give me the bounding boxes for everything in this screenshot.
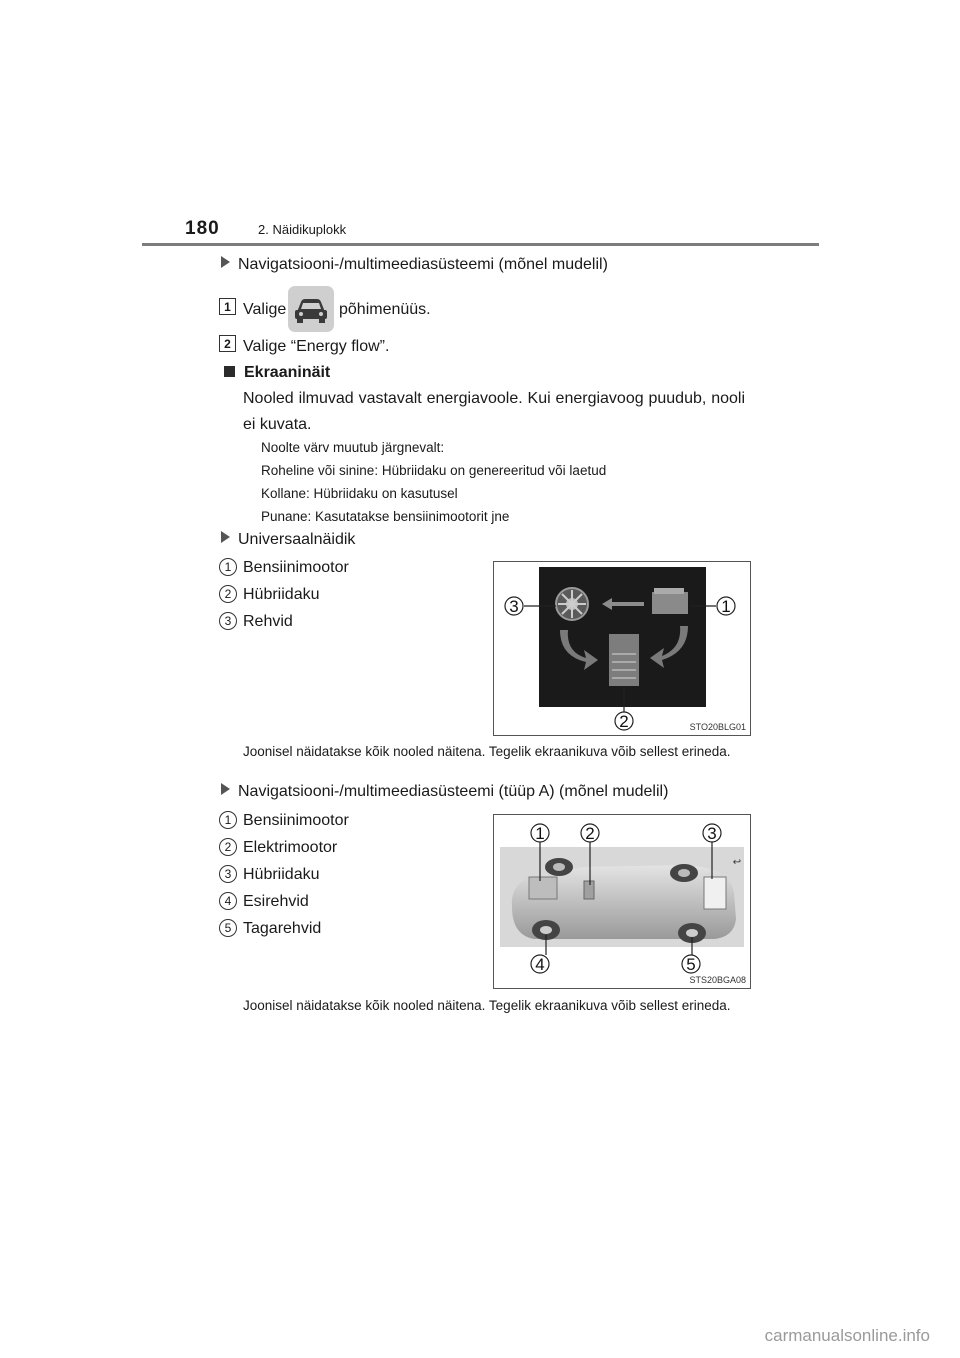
screen-paragraph: Nooled ilmuvad vastavalt energiavoole. Kui energiavoog puudub, nooli ei kuvata.: [243, 390, 745, 433]
universal-title: Universaalnäidik: [238, 531, 356, 548]
figure-caption: Joonisel näidatakse kõik nooled näitena. Tegelik ekraanikuva võib sellest erineda.: [243, 744, 731, 759]
note-line: Roheline või sinine: Hübriidaku on genereeritud või laetud: [261, 463, 607, 478]
nav2-heading: [221, 783, 668, 801]
figure-caption: Joonisel näidatakse kõik nooled näitena. Tegelik ekraanikuva võib sellest erineda.: [243, 998, 731, 1013]
legend-label: Elektrimootor: [243, 839, 338, 856]
step1-suffix: põhimenüüs.: [339, 301, 431, 318]
car-energy-illustration: [494, 815, 750, 988]
section-title: 2. Näidikuplokk: [258, 222, 347, 237]
legend-label: Rehvid: [243, 613, 293, 630]
watermark: carmanualsonline.info: [764, 1326, 930, 1345]
legend-number: 5: [219, 919, 237, 937]
figure-code: STS20BGA08: [689, 975, 746, 985]
callout-label: 2: [585, 824, 595, 843]
legend-label: Hübriidaku: [243, 586, 320, 603]
square-bullet-icon: [224, 366, 235, 377]
legend-number: 2: [219, 838, 237, 856]
energy-flow-illustration: [494, 562, 750, 735]
callout-label: 3: [707, 824, 717, 843]
triangle-bullet-icon: [221, 783, 230, 795]
nav1-title: Navigatsiooni-/multimeediasüsteemi (mõnel mudelil): [238, 256, 608, 273]
callout-label: 2: [619, 712, 629, 731]
legend-label: Tagarehvid: [243, 920, 322, 937]
legend-label: Bensiinimootor: [243, 812, 349, 829]
legend-label: Bensiinimootor: [243, 559, 349, 576]
energy-flow-figure-2: [493, 814, 751, 989]
legend-number: 2: [219, 585, 237, 603]
legend-number: 4: [219, 892, 237, 910]
callout-label: 3: [509, 597, 519, 616]
legend-number: 1: [219, 558, 237, 576]
note-line: Noolte värv muutub järgnevalt:: [261, 440, 445, 455]
triangle-bullet-icon: [221, 256, 230, 268]
callout-label: 4: [535, 955, 545, 974]
note-line: Kollane: Hübriidaku on kasutusel: [261, 486, 458, 501]
note-line: Punane: Kasutatakse bensiinimootorit jne: [261, 509, 510, 524]
header-rule: [142, 243, 819, 246]
callout-label: 1: [535, 824, 545, 843]
screen-heading: [224, 360, 330, 386]
back-icon: ↩: [732, 857, 742, 868]
legend-number: 1: [219, 811, 237, 829]
universal-heading: [221, 531, 355, 549]
legend-number: 3: [219, 865, 237, 883]
callout-label: 1: [721, 597, 731, 616]
nav1-heading: [221, 256, 608, 274]
step2-text: Valige “Energy flow”.: [243, 338, 390, 355]
legend-number: 3: [219, 612, 237, 630]
nav2-title: Navigatsiooni-/multimeediasüsteemi (tüüp A) (mõnel mudelil): [238, 783, 669, 800]
screen-heading-text: Ekraaninäit: [244, 364, 331, 381]
step-number-1: 1: [219, 298, 236, 315]
step1-prefix: Valige: [243, 301, 287, 318]
figure-code: STO20BLG01: [689, 722, 746, 732]
legend-label: Hübriidaku: [243, 866, 320, 883]
legend-label: Esirehvid: [243, 893, 309, 910]
triangle-bullet-icon: [221, 531, 230, 543]
callout-label: 5: [686, 955, 696, 974]
car-icon: [288, 286, 334, 332]
page-number: 180: [185, 218, 220, 239]
step-number-2: 2: [219, 335, 236, 352]
energy-flow-figure-1: [493, 561, 751, 736]
